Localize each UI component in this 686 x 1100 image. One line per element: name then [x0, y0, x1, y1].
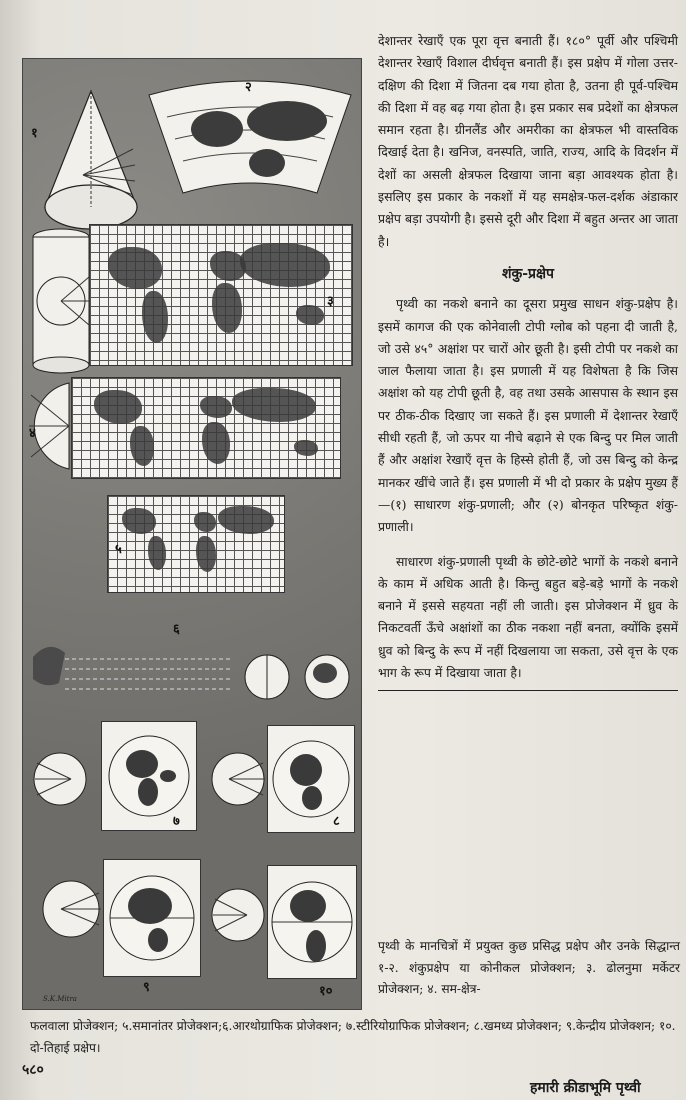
orthographic-diagram: [25, 639, 355, 709]
conical-map: [147, 77, 353, 197]
illustrator-credit: S.K.Mitra: [43, 995, 77, 1003]
two-thirds-globe: [209, 885, 267, 945]
stereographic-map: [101, 721, 197, 831]
parallel-projection-map: [107, 495, 285, 593]
running-title: हमारी क्रीडाभूमि पृथ्वी: [530, 1080, 641, 1096]
figure-number-3: ३: [327, 294, 334, 309]
cone-diagram: [37, 89, 145, 239]
mercator-cylinder: [29, 227, 95, 377]
figure-number-4: ४: [29, 426, 36, 441]
paragraph-equal-area: देशान्तर रेखाएँ एक पूरा वृत्त बनाती हैं। १८०° पूर्वी और पश्चिमी देशान्तर रेखाएँ विशाल दीर्घवृत्त बनाती हैं। इस प्रक्षेप में गोला उत्तर-दक्षिण की दिशा में जितना दब गया होता है, उतना ही पूर्व-पश्चिम की दिशा में वह बढ़ गया होता है। इस प्रकार सब प्रदेशों का क्षेत्रफल समान रहता है। ग्रीनलैंड और अमरीका का क्षेत्रफल भी वास्तविक दिखाई देता है। खनिज, वनस्पति, जाति, राज्य, आदि के विदर्शन में देशों का असली क्षेत्रफल दिखाया जाना बड़ा आवश्यक होता है। इसलिए इस प्रकार के नकशों में यह समक्षेत्र-फल-दर्शक अंडाकार प्रक्षेप बड़ा उपयोगी है। इससे दूरी और दिशा में बहुत अन्तर आ जाता है।: [378, 33, 678, 249]
azimuthal-globe-left: [39, 877, 103, 941]
two-thirds-map: [267, 865, 357, 979]
caption-divider: [378, 690, 678, 691]
page-number: ५८०: [22, 1062, 44, 1078]
figure-caption-continued: फलवाला प्रोजेक्शन; ५.समानांतर प्रोजेक्शन;६.आरथोग्राफिक प्रोजेक्शन; ७.स्टीरियोग्राफिक प्रोजेक्शन; ८.खमध्य प्रोजेक्शन; ९.केन्द्रीय प्रोजेक्शन; १०. दो-तिहाई प्रक्षेप।: [30, 1019, 676, 1055]
gnomonic-map: [267, 725, 355, 833]
equal-area-map: [71, 377, 341, 479]
section-heading-conical: शंकु-प्रक्षेप: [501, 265, 555, 282]
mercator-map: [89, 224, 353, 366]
body-text-column: [378, 30, 678, 691]
figure-caption-start: पृथ्वी के मानचित्रों में प्रयुक्त कुछ प्रसिद्ध प्रक्षेप और उनके सिद्धान्त १-२. शंकुप्रक्षेप या कोनीकल प्रोजेक्शन; ३. ढोलनुमा मर्केटर प्रोजेक्शन; ४. सम-क्षेत्र-: [378, 939, 680, 996]
figure-number-8: ८: [333, 814, 340, 829]
figure-number-1: १: [31, 126, 38, 141]
azimuthal-map: [103, 859, 201, 977]
stereographic-globe-left: [31, 749, 89, 809]
figure-number-6: ६: [173, 622, 180, 637]
figure-number-7: ७: [173, 814, 180, 829]
paragraph-conical-intro: पृथ्वी का नकशे बनाने का दूसरा प्रमुख साधन शंकु-प्रक्षेप है। इसमें कागज की एक कोनेवाली टोपी ग्लोब को पहना दी जाती है, जो उसे ४५° अक्षांश पर चारों ओर छूती है। इसी टोपी पर नकशे का जाल फैलाया जाता है। इस प्रणाली में यह विशेषता है कि जिस अक्षांश को यह टोपी छूती है, वह तथा उसके आसपास के स्थान इस पर ठीक-ठीक दिखाए जा सकते हैं। इस प्रणाली में देशान्तर रेखाएँ सीधी रहती हैं, जो ऊपर या नीचे बढ़ाने से एक बिन्दु पर मिल जाती हैं और अक्षांश रेखाएँ वृत्त के हिस्से होती हैं, जो उस बिन्दु को केन्द्र मानकर खींचे जाते हैं। इस प्रणाली में भी दो प्रकार के प्रक्षेप मुख्य हैं—(१) साधारण शंकु-प्रणाली; और (२) बोनकृत परिष्कृत शंकु-प्रणाली।: [378, 296, 678, 535]
figure-number-5: ५: [115, 542, 122, 557]
figure-number-10: १०: [319, 984, 333, 999]
gnomonic-globe-right: [209, 749, 267, 809]
projection-illustration-plate: [22, 58, 362, 1010]
paragraph-simple-conical: साधारण शंकु-प्रणाली पृथ्वी के छोटे-छोटे भागों के नकशे बनाने के काम में अधिक आती है। किन्तु बहुत बड़े-बड़े भागों के नकशे बनाने में इससे सहयता नहीं ली जाती। इस प्रोजेक्शन में ध्रुव के निकटवर्ती ऊँचे अक्षांशों का ठीक नकशा नहीं बनता, क्योंकि इसमें ध्रुव को बिन्दु के रूप में नहीं दिखलाया जा सकता, उसे वृत्त के एक भाग के रूप में दिखाया जाता है।: [378, 553, 678, 681]
figure-number-9: ९: [143, 980, 150, 995]
figure-number-2: २: [245, 80, 252, 95]
